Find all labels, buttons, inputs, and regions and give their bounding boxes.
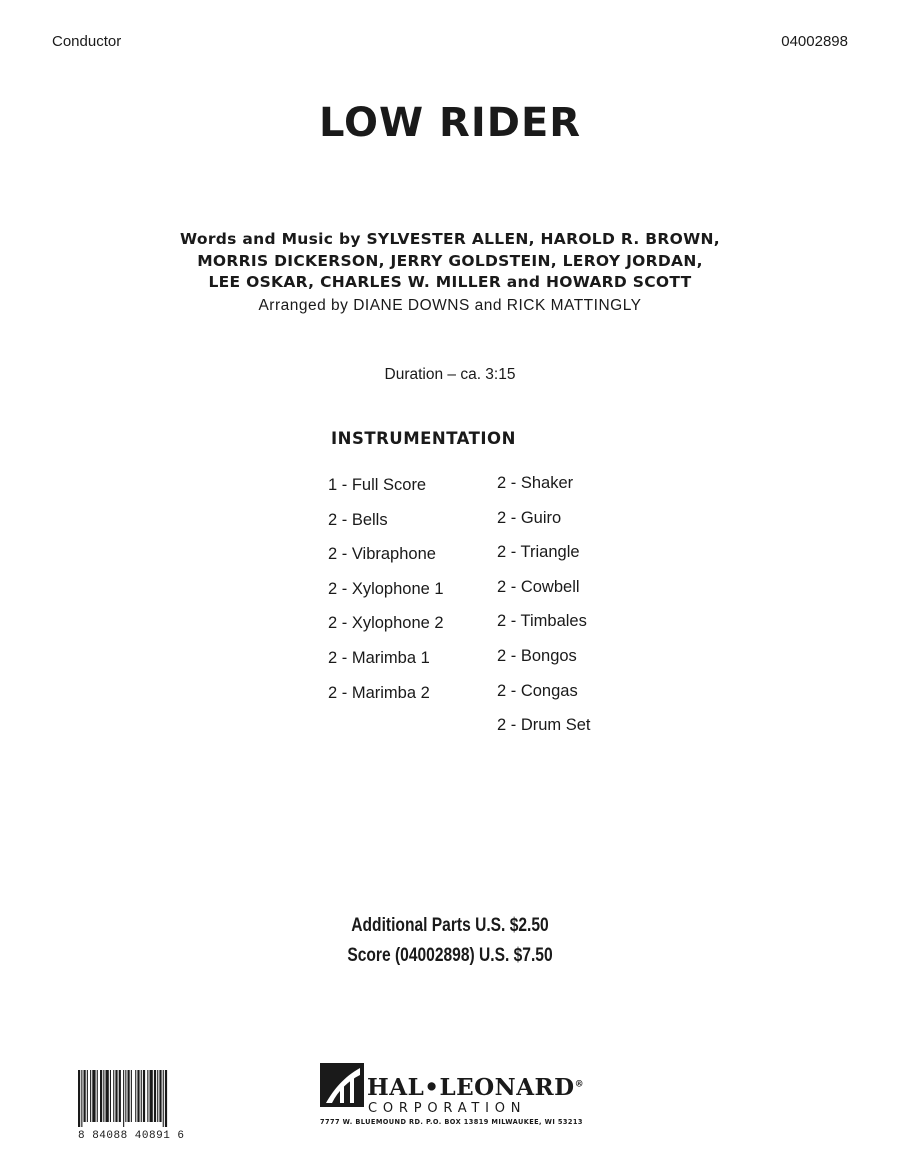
arranger-credit: Arranged by DIANE DOWNS and RICK MATTINGLY [258,297,642,314]
part-item: 1 - Full Score [328,476,427,494]
publisher-corporation: CORPORATION [368,1101,527,1116]
credits-line-1: Words and Music by SYLVESTER ALLEN, HAROLD R. BROWN, [180,230,720,248]
barcode-bar [165,1070,167,1127]
part-item: 2 - Vibraphone [328,545,436,564]
barcode-digits: 8 84088 40891 6 [78,1130,185,1142]
barcode-bar [150,1070,153,1122]
barcode-bar [84,1070,86,1122]
barcode-bar [125,1070,126,1122]
part-item: 2 - Timbales [497,612,587,631]
duration: Duration – ca. 3:15 [384,366,516,383]
page-title: LOW RIDER [318,100,582,146]
barcode-bar [123,1070,124,1127]
barcode-bar [143,1070,145,1122]
barcode-bar [92,1070,95,1122]
barcode-bar [159,1070,161,1122]
credits-line-3: LEE OSKAR, CHARLES W. MILLER and HOWARD SCOTT [208,273,692,291]
part-item: 2 - Xylophone 2 [328,614,444,633]
barcode-bar [131,1070,132,1122]
credits-line-2: MORRIS DICKERSON, JERRY GOLDSTEIN, LEROY JORDAN, [197,252,703,270]
barcode-bar [113,1070,114,1122]
publisher-address: 7777 W. BLUEMOUND RD. P.O. BOX 13819 MILWAUKEE, WI 53213 [320,1118,583,1126]
part-item: 2 - Marimba 2 [328,683,430,702]
barcode-bars [78,1070,202,1127]
barcode-bar [119,1070,121,1122]
part-item: 2 - Guiro [497,508,562,527]
part-item: 2 - Triangle [497,543,580,562]
barcode-bar [128,1070,130,1122]
score-price: Score (04002898) U.S. $7.50 [347,945,553,966]
part-item: 2 - Congas [497,681,578,700]
instrumentation-column-1 [328,476,444,718]
part-item: 2 - Shaker [497,474,574,492]
barcode-bar [110,1070,111,1122]
additional-parts-price: Additional Parts U.S. $2.50 [351,915,549,936]
barcode-bar [135,1070,136,1122]
publisher-logo [320,1063,590,1143]
publisher-name: HAL•LEONARD [367,1074,575,1101]
barcode-bar [157,1070,158,1122]
part-item: 2 - Drum Set [497,716,591,735]
header-catalog-number: 04002898 [781,33,848,50]
barcode-bar [154,1070,156,1122]
barcode-bar [81,1070,82,1127]
part-item: 2 - Cowbell [497,577,580,596]
barcode-bar [97,1070,98,1122]
barcode-bar [137,1070,139,1122]
hal-leonard-mark-icon [320,1063,364,1107]
barcode-bar [100,1070,102,1122]
barcode-bar [147,1070,148,1122]
part-item: 2 - Marimba 1 [328,648,430,667]
barcode-bar [103,1070,104,1122]
barcode-bar [78,1070,80,1127]
barcode [78,1070,202,1142]
barcode-bar [163,1070,164,1127]
part-item: 2 - Xylophone 1 [328,579,444,598]
part-item: 2 - Bongos [497,646,577,665]
barcode-bar [90,1070,91,1122]
barcode-bar [87,1070,88,1122]
barcode-bar [106,1070,109,1122]
barcode-bar [115,1070,117,1122]
instrumentation-heading: INSTRUMENTATION [331,429,516,448]
instrumentation-column-2 [497,474,591,751]
registered-mark: ® [574,1079,585,1090]
barcode-bar [141,1070,142,1122]
part-item: 2 - Bells [328,510,388,529]
header-part-label: Conductor [52,33,122,50]
